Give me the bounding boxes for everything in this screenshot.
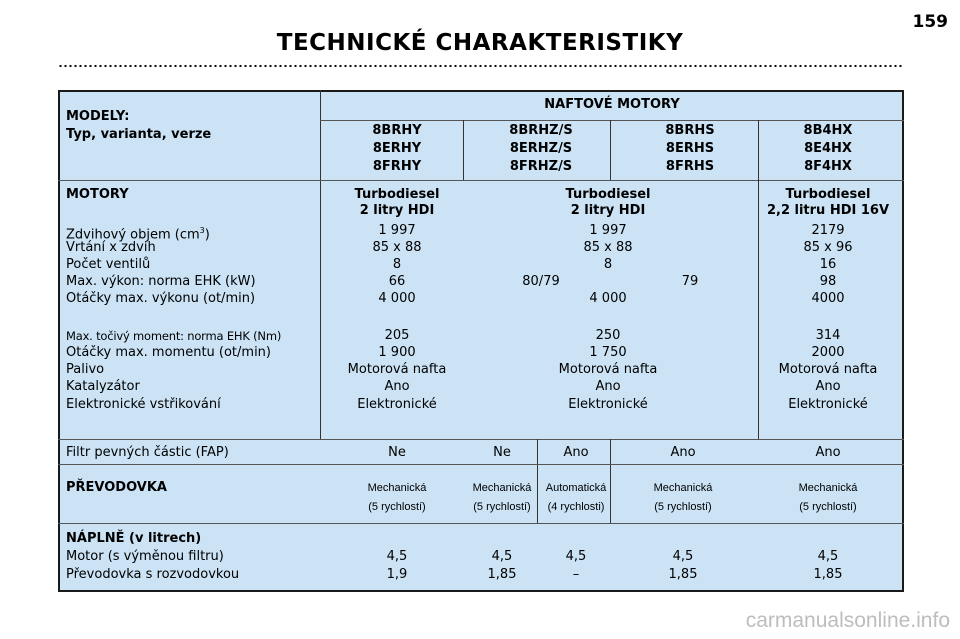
model-code: 8ERHZ/S [509,141,573,156]
gearbox-type: Mechanická [472,482,532,494]
column-divider [463,120,464,180]
fap-label: Filtr pevných částic (FAP) [66,445,229,460]
page-number: 159 [912,12,948,32]
spec-value: Ano [384,379,410,394]
power-label: Max. výkon: norma EHK (kW) [66,274,256,289]
spec-value: 1,85 [487,567,517,582]
torque-label: Max. točivý moment: norma EHK (Nm) [66,329,282,343]
spec-value: 80/79 [522,274,560,289]
spec-value: 314 [815,328,841,343]
spec-value: Elektronické [788,397,868,412]
row-divider [58,464,904,465]
spec-value: 4,5 [565,549,587,564]
spec-value: 85 x 96 [803,240,853,255]
model-code: 8ERHY [372,141,422,156]
spec-value: 1 900 [378,345,416,360]
label-column-divider [320,90,321,439]
spec-value: 205 [384,328,410,343]
engine-type: 2 litry HDI [570,203,646,218]
spec-value: Ne [388,445,406,460]
spec-value: Elektronické [357,397,437,412]
type-label: Typ, varianta, verze [66,127,212,142]
gearbox-oil-label: Převodovka s rozvodovkou [66,567,240,582]
gearbox-speeds: (4 rychlosti) [547,501,605,513]
column-divider [610,439,611,523]
model-code: 8E4HX [804,141,852,156]
row-divider [58,180,904,181]
gearbox-type: Mechanická [653,482,713,494]
model-code: 8FRHZ/S [509,159,573,174]
spec-value: 1 997 [589,223,627,238]
gearbox-type: Mechanická [798,482,858,494]
spec-value: Ano [815,445,841,460]
spec-value: 79 [681,274,699,289]
spec-value: 66 [388,274,406,289]
spec-value: 16 [819,257,837,272]
spec-value: 85 x 88 [372,240,422,255]
spec-value: 2000 [811,345,845,360]
column-divider [610,120,611,180]
spec-value: 1,85 [668,567,698,582]
spec-value: 4,5 [672,549,694,564]
spec-value: 4 000 [589,291,627,306]
column-divider [758,180,759,439]
models-label: MODELY: [66,109,130,124]
engine-type: Turbodiesel [354,187,440,202]
spec-value: 2179 [811,223,845,238]
watermark: carmanualsonline.info [745,609,950,632]
spec-value: 4,5 [386,549,408,564]
spec-value: Motorová nafta [778,362,878,377]
model-code: 8B4HX [803,123,853,138]
gearbox-label: PŘEVODOVKA [66,480,167,495]
row-divider [58,439,904,440]
column-divider [758,120,759,180]
valves-label: Počet ventilů [66,257,151,272]
model-code: 8BRHS [665,123,715,138]
engines-header-divider [320,120,904,121]
spec-value: Ne [493,445,511,460]
spec-value: 8 [603,257,613,272]
dotted-divider [58,64,904,68]
gearbox-speeds: (5 rychlostí) [473,501,531,513]
spec-value: 1,85 [813,567,843,582]
engines-header: NAFTOVÉ MOTORY [544,97,680,112]
gearbox-speeds: (5 rychlostí) [654,501,712,513]
spec-value: Ano [670,445,696,460]
model-code: 8BRHY [372,123,422,138]
spec-value: Ano [815,379,841,394]
spec-value: 1 997 [378,223,416,238]
spec-value: 85 x 88 [583,240,633,255]
gearbox-type: Automatická [545,482,607,494]
gearbox-type: Mechanická [367,482,427,494]
gearbox-speeds: (5 rychlostí) [799,501,857,513]
row-divider [58,523,904,524]
power-rpm-label: Otáčky max. výkonu (ot/min) [66,291,256,306]
spec-value: 1 750 [589,345,627,360]
model-code: 8BRHZ/S [509,123,573,138]
spec-value: Ano [595,379,621,394]
engine-type: Turbodiesel [565,187,651,202]
spec-value: 8 [392,257,402,272]
engine-type: Turbodiesel [785,187,871,202]
spec-value: – [572,567,580,582]
column-divider [537,439,538,523]
spec-value: 4 000 [378,291,416,306]
spec-value: 4,5 [491,549,513,564]
catalyst-label: Katalyzátor [66,379,140,394]
spec-value: 98 [819,274,837,289]
model-code: 8FRHS [665,159,715,174]
spec-value: 4000 [811,291,845,306]
fuel-label: Palivo [66,362,105,377]
torque-rpm-label: Otáčky max. momentu (ot/min) [66,345,271,360]
spec-value: Ano [563,445,589,460]
bore-stroke-label: Vrtání x zdvih [66,240,156,255]
injection-label: Elektronické vstřikování [66,397,221,412]
spec-value: 4,5 [817,549,839,564]
model-code: 8FRHY [372,159,422,174]
spec-value: 1,9 [386,567,408,582]
spec-value: Elektronické [568,397,648,412]
model-code: 8F4HX [804,159,852,174]
engine-oil-label: Motor (s výměnou filtru) [66,549,224,564]
model-code: 8ERHS [665,141,715,156]
spec-value: 250 [595,328,621,343]
page-title: TECHNICKÉ CHARAKTERISTIKY [276,30,684,56]
gearbox-speeds: (5 rychlostí) [368,501,426,513]
spec-value: Motorová nafta [347,362,447,377]
engine-type: 2 litry HDI [359,203,435,218]
engine-type: 2,2 litru HDI 16V [766,203,890,218]
displacement-label: Zdvihový objem $(cm^3)$ [66,226,210,243]
engine-section-label: MOTORY [66,187,129,202]
spec-value: Motorová nafta [558,362,658,377]
fills-label: NÁPLNĚ (v litrech) [66,531,202,546]
